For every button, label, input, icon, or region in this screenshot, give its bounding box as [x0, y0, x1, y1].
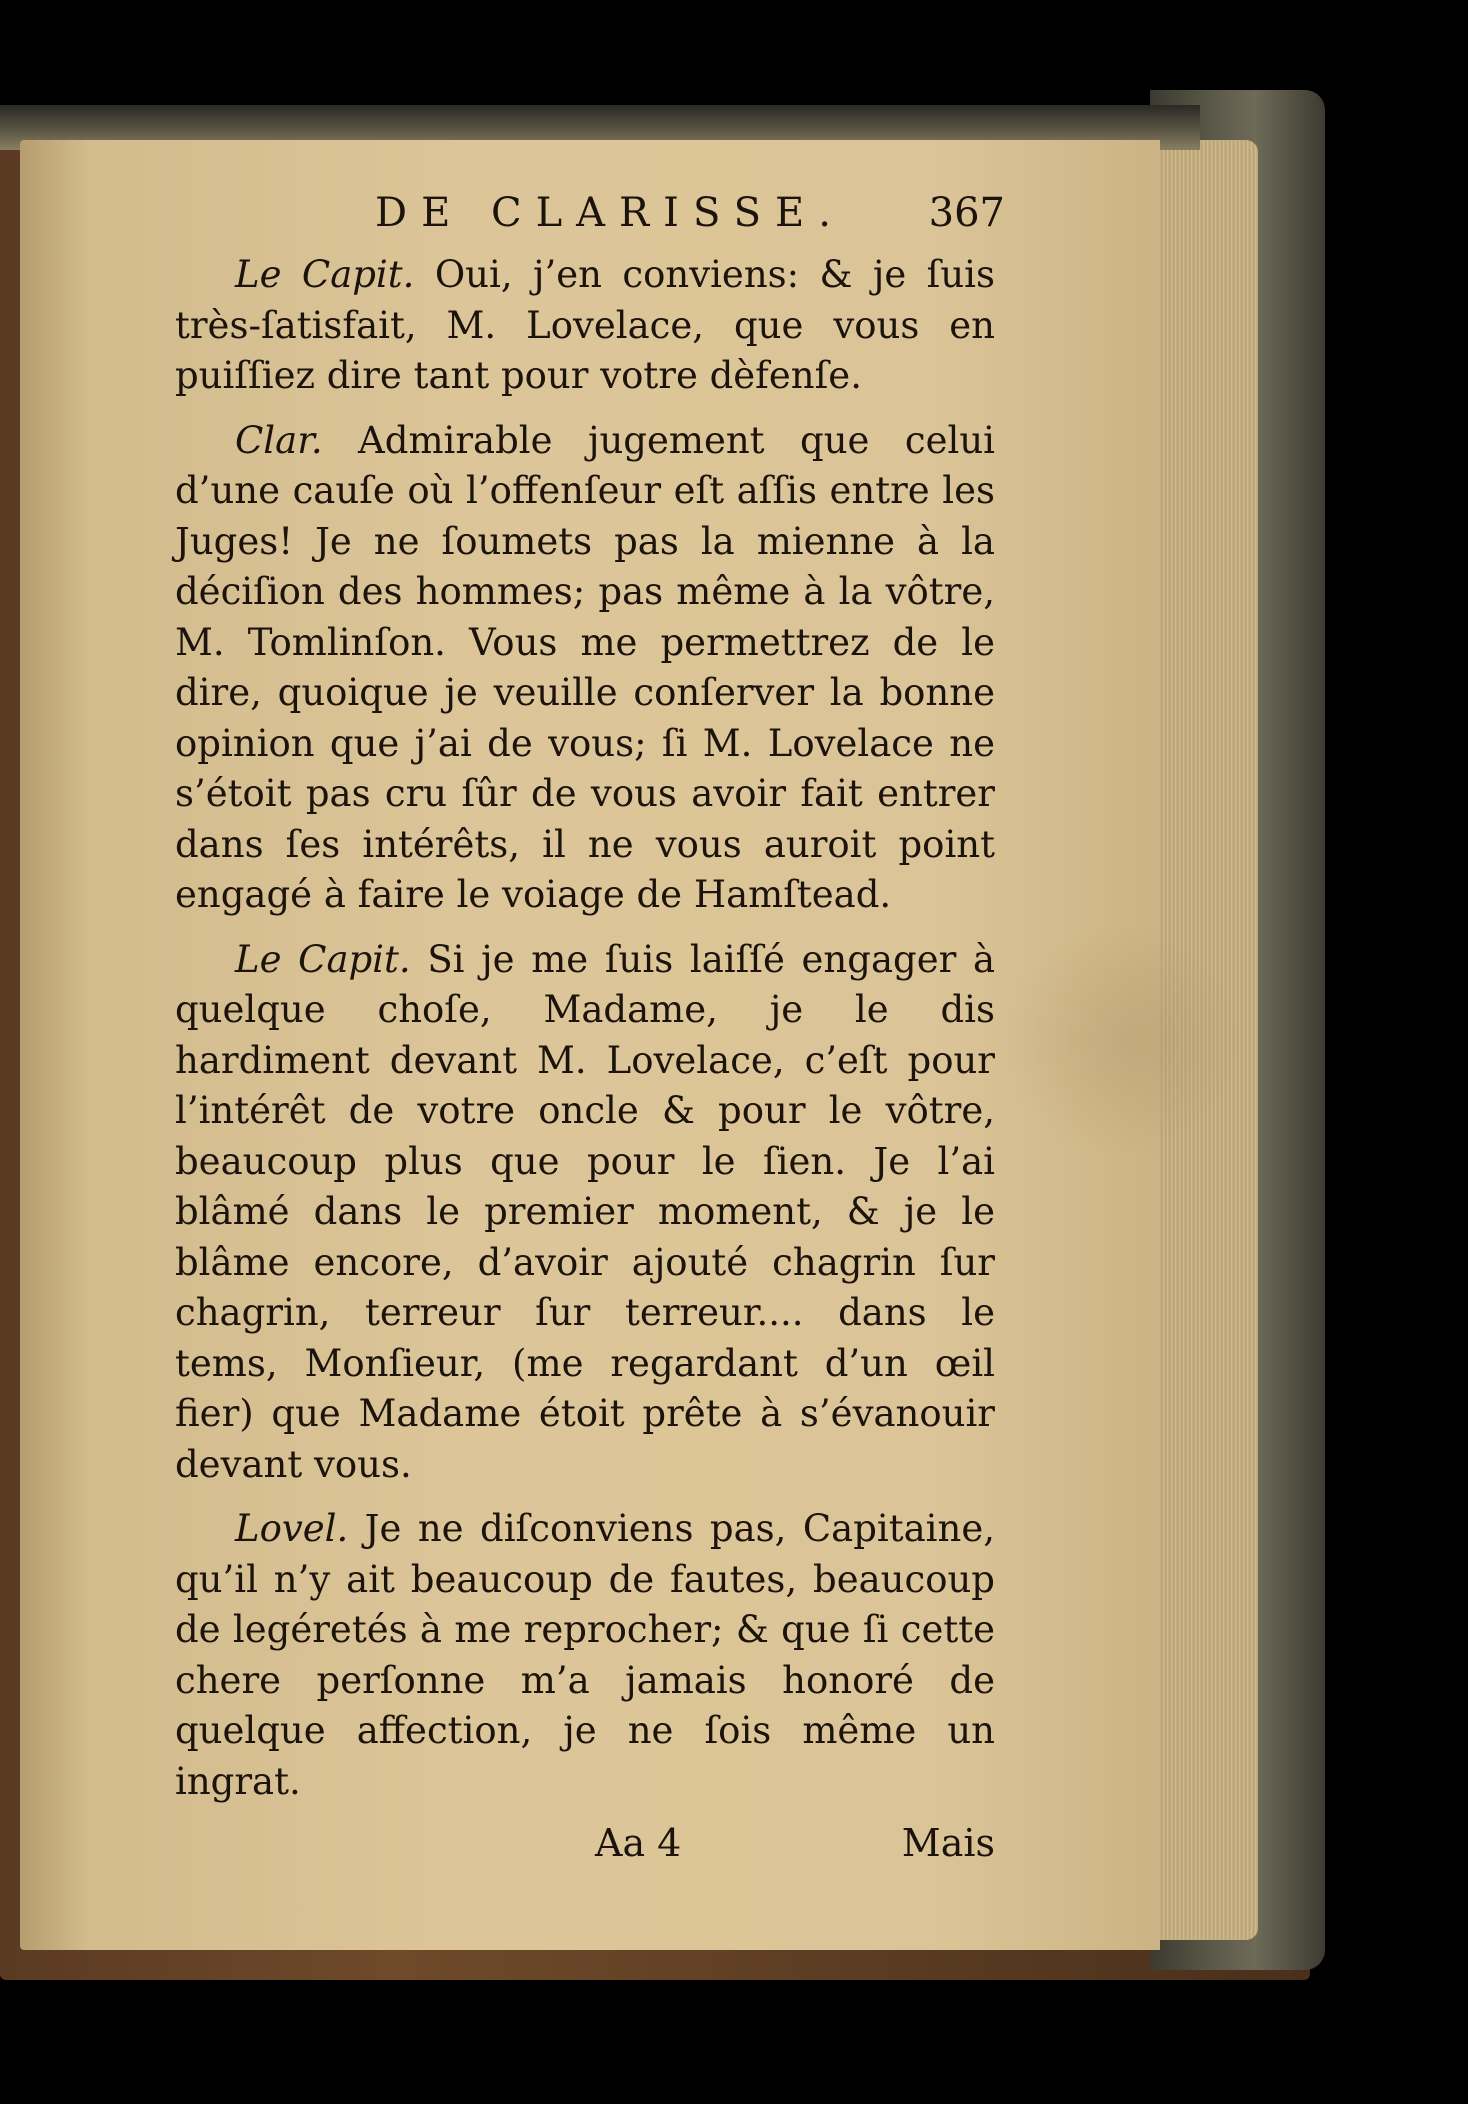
paragraph-text: Admirable jugement que celui d’une cauſe où l’offenſeur eſt aſſis entre les Juges! Je ne ſoumets pas la mienne à la déciſion des hommes; pas même à la vôtre, M. Tomlinſon. Vous me permettrez de le dire, quoique je veuille conſerver la bonne opinion que j’ai de vous; ſi M. Lovelace ne s’étoit pas cru ſûr de vous avoir fait entrer dans ſes intérêts, il ne vous auroit point engagé à faire le voiage de Hamſtead. — [175, 418, 995, 916]
page-stain — [1000, 920, 1260, 1160]
page-text — [175, 180, 1005, 1881]
paragraph-text: Oui, j’en conviens: & je ſuis très-ſatisfait, M. Lovelace, que vous en puiſſiez dire tant pour votre dèfenſe. — [175, 253, 995, 397]
speaker-name: Le Capit. — [235, 253, 415, 296]
running-title: DE CLARISSE. — [375, 190, 845, 236]
speaker-name: Clar. — [235, 418, 323, 462]
signature-mark: Aa 4 — [595, 1821, 682, 1865]
paragraph-text: Si je me ſuis laiſſé engager à quelque choſe, Madame, je le dis hardiment devant M. Lovelace, c’eſt pour l’intérêt de votre oncle & pour le vôtre, beaucoup plus que pour le ſien. Je l’ai blâmé dans le premier moment, & je le blâme encore, d’avoir ajouté chagrin ſur chagrin, terreur ſur terreur.... dans le tems, Monſieur, (me regardant d’un œil fier) que Madame étoit prête à s’évanouir devant vous. — [175, 937, 995, 1486]
page-number: 367 — [928, 190, 1005, 236]
running-head — [175, 180, 1005, 250]
page-footer — [175, 1821, 995, 1881]
paragraph-1 — [175, 250, 995, 402]
speaker-name: Le Capit. — [235, 937, 411, 981]
paragraph-text: Je ne diſconviens pas, Capitaine, qu’il n’y ait beaucoup de fautes, beaucoup de legéretés à me reprocher; & que ſi cette chere perſonne m’a jamais honoré de quelque affection, je ne ſois même un ingrat. — [175, 1507, 995, 1803]
paragraph-3 — [175, 935, 995, 1491]
paragraph-4 — [175, 1504, 995, 1807]
paragraph-2 — [175, 416, 995, 921]
catchword: Mais — [901, 1821, 995, 1865]
speaker-name: Lovel. — [235, 1507, 349, 1550]
